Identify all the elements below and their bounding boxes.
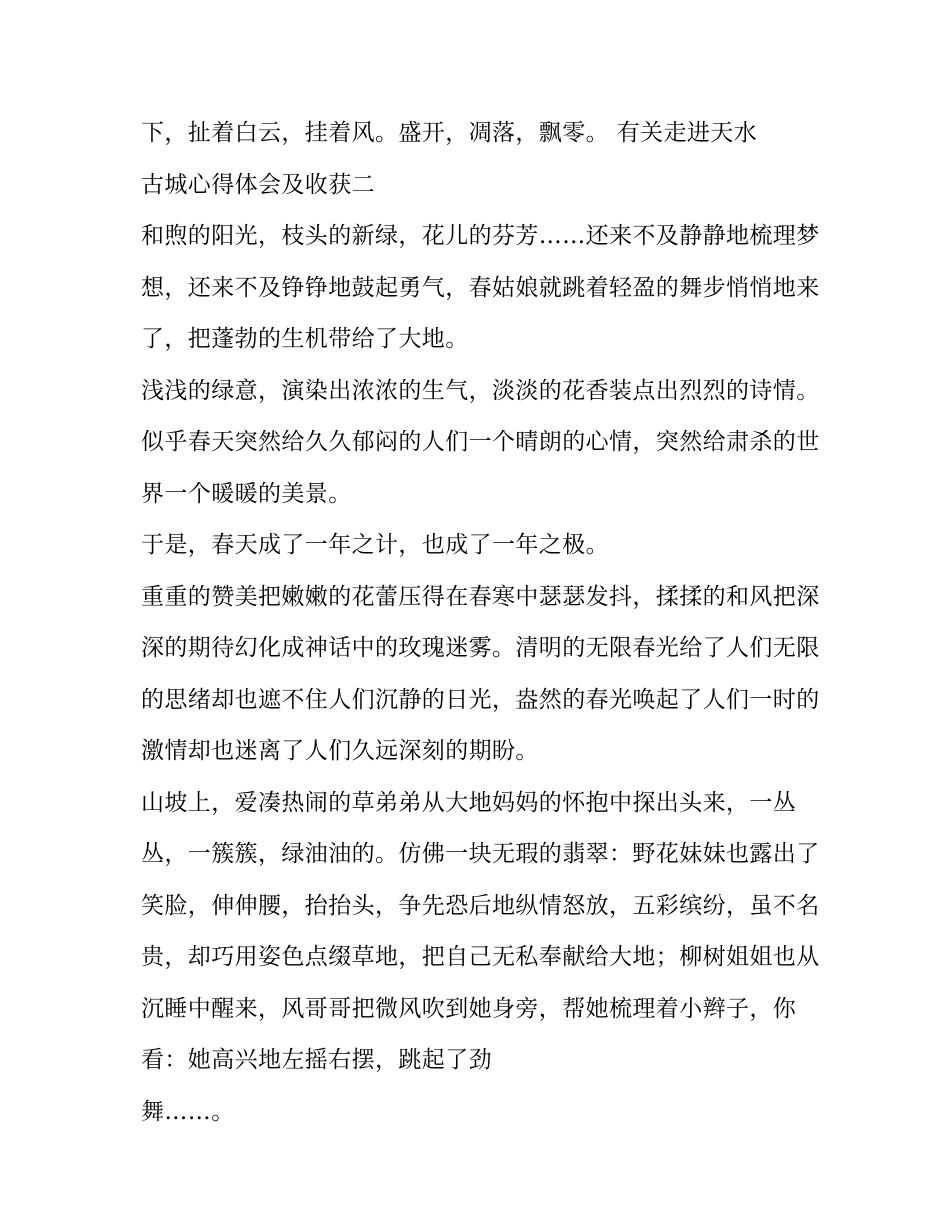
paragraph: 重重的赞美把嫩嫩的花蕾压得在春寒中瑟瑟发抖，揉揉的和风把深深的期待幻化成神话中的玫瑰迷雾。清明的无限春光给了人们无限的思绪却也遮不住人们沉静的日光，盎然的春光唤起了人们一时的激情却也迷离了人们久远深刻的期盼。 — [141, 583, 820, 764]
paragraph: 山坡上，爱凑热闹的草弟弟从大地妈妈的怀抱中探出头来，一丛丛，一簇簇，绿油油的。仿佛一块无瑕的翡翠：野花妹妹也露出了笑脸，伸伸腰，抬抬头，争先恐后地纵情怒放，五彩缤纷，虽不名贵，却巧用姿色点缀草地，把自己无私奉献给大地；柳树姐姐也从沉睡中醒来，风哥哥把微风吹到她身旁，帮她梳理着小辫子，你看：她高兴地左摇右摆，跳起了劲 — [141, 789, 820, 1073]
paragraph: 浅浅的绿意，演染出浓浓的生气，淡淡的花香装点出烈烈的诗情。似乎春天突然给久久郁闷的人们一个晴朗的心情，突然给肃杀的世界一个暖暖的美景。 — [141, 377, 820, 507]
paragraph: 下，扯着白云，挂着风。盛开，凋落，飘零。 有关走进天水 — [141, 120, 758, 146]
section-heading: 古城心得体会及收获二 — [141, 171, 375, 198]
paragraph: 舞……。 — [141, 1098, 235, 1125]
paragraph: 于是，春天成了一年之计，也成了一年之极。 — [141, 532, 609, 558]
document-body — [141, 108, 821, 1138]
paragraph: 和煦的阳光，枝头的新绿，花儿的芬芳……还来不及静静地梳理梦想，还来不及铮铮地鼓起勇气，春姑娘就跳着轻盈的舞步悄悄地来了，把蓬勃的生机带给了大地。 — [141, 223, 820, 352]
